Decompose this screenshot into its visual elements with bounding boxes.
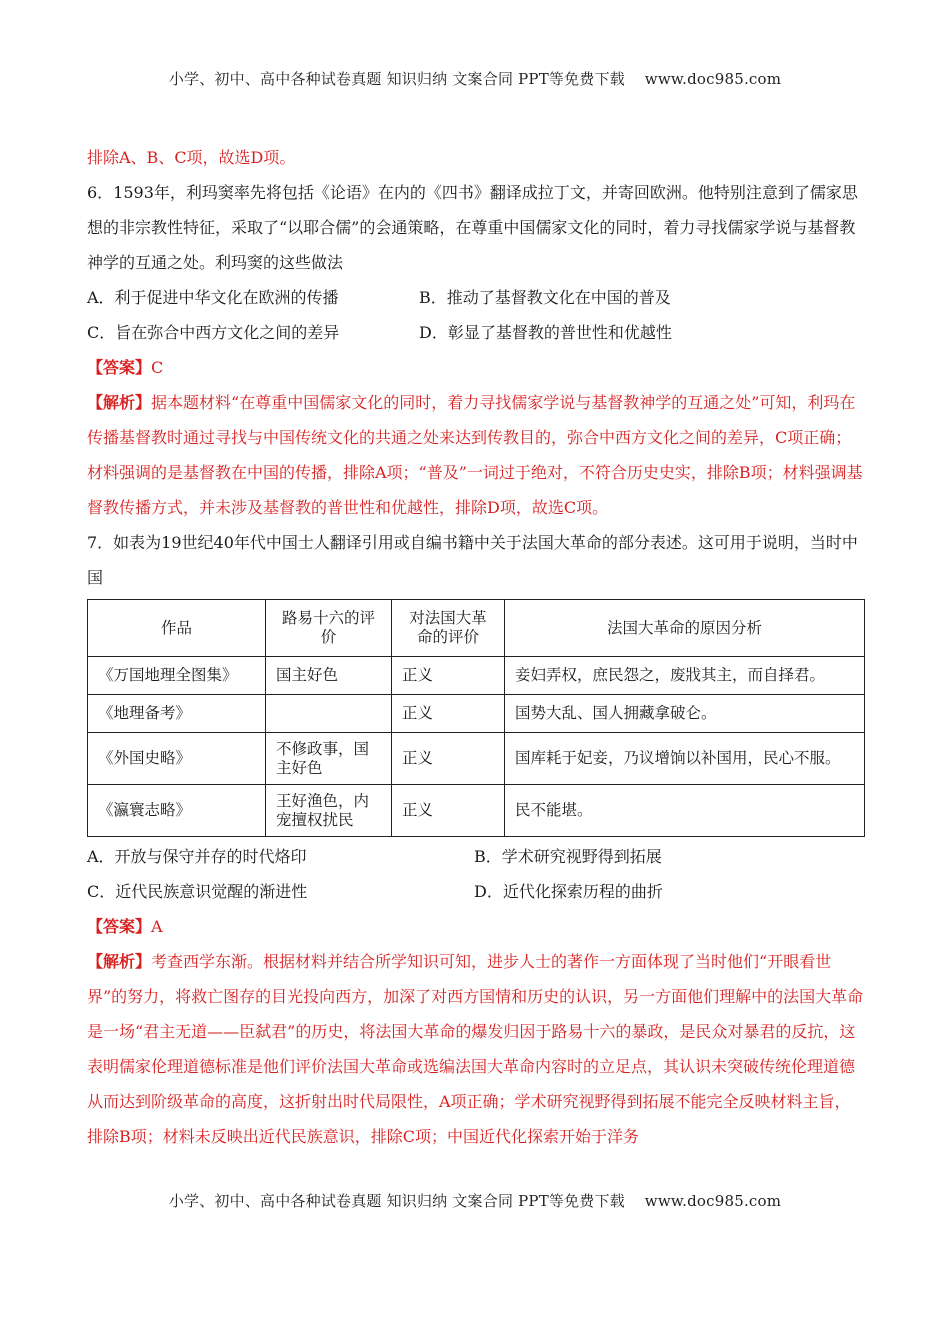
q7-table [87,599,865,837]
table-cell: 正义 [392,733,505,785]
q6-analysis-text: 据本题材料“在尊重中国儒家文化的同时，着力寻找儒家学说与基督教神学的互通之处”可知，利玛在传播基督教时通过寻找与中国传统文化的共通之处来达到传教目的，弥合中西方文化之间的差异，C项正确；材料强调的是基督教在中国的传播，排除A项；“普及”一词过于绝对，不符合历史史实，排除B项；材料强调基督教传播方式，并未涉及基督教的普世性和优越性，排除D项，故选C项。 [87,393,863,517]
q7-header-causes: 法国大革命的原因分析 [505,600,865,657]
table-cell: 正义 [392,785,505,837]
table-cell: 《外国史略》 [88,733,266,785]
q6-option-b: B．推动了基督教文化在中国的普及 [419,288,671,307]
table-cell: 不修政事，国主好色 [266,733,392,785]
q6-analysis-tag: 【解析】 [87,393,152,412]
table-cell: 王好渔色，内宠擅权扰民 [266,785,392,837]
prev-answer-tail: 排除A、B、C项，故选D项。 [87,148,296,167]
q7-analysis-tag: 【解析】 [87,952,152,971]
q7-option-c: C．近代民族意识觉醒的渐进性 [87,882,308,901]
table-row [88,657,865,695]
table-row [88,733,865,785]
q6-option-a: A．利于促进中华文化在欧洲的传播 [87,288,339,307]
table-row [88,695,865,733]
q7-option-a: A．开放与保守并存的时代烙印 [87,847,307,866]
q7-answer [87,909,865,944]
q6-options-row-1 [87,280,865,315]
table-cell: 国库耗于妃妾，乃议增饷以补国用，民心不服。 [505,733,865,785]
q6-option-c: C．旨在弥合中西方文化之间的差异 [87,323,340,342]
page-footer: 小学、初中、高中各种试卷真题 知识归纳 文案合同 PPT等免费下载 www.doc985.com [168,1192,782,1210]
q7-header-work: 作品 [88,600,266,657]
table-cell: 《地理备考》 [88,695,266,733]
q6-options-row-2 [87,315,865,350]
table-cell: 妾妇弄权，庶民怨之，废戕其主，而自择君。 [505,657,865,695]
q6-analysis [87,385,865,525]
q7-analysis [87,944,865,1154]
q7-option-b: B．学术研究视野得到拓展 [474,847,662,866]
main-content [87,140,865,1154]
table-row [88,785,865,837]
table-cell: 《瀛寰志略》 [88,785,266,837]
q6-option-d: D．彰显了基督教的普世性和优越性 [419,323,672,342]
table-cell: 国主好色 [266,657,392,695]
q7-stem: 7．如表为19世纪40年代中国士人翻译引用或自编书籍中关于法国大革命的部分表述。这可用于说明，当时中国 [87,533,858,587]
q7-options-row-2 [87,874,865,909]
q7-option-d: D．近代化探索历程的曲折 [474,882,663,901]
q7-analysis-text: 考查西学东渐。根据材料并结合所学知识可知，进步人士的著作一方面体现了当时他们“开眼看世界”的努力，将救亡图存的目光投向西方，加深了对西方国情和历史的认识，另一方面他们理解中的法国大革命是一场“君主无道——臣弑君”的历史，将法国大革命的爆发归因于路易十六的暴政，是民众对暴君的反抗，这表明儒家伦理道德标准是他们评价法国大革命或选编法国大革命内容时的立足点，其认识未突破传统伦理道德从而达到阶级革命的高度，这折射出时代局限性，A项正确；学术研究视野得到拓展不能完全反映材料主旨，排除B项；材料未反映出近代民族意识，排除C项；中国近代化探索开始于洋务 [87,952,864,1146]
table-cell [266,695,392,733]
q7-table-header-row [88,600,865,657]
q7-answer-value: A [151,917,163,936]
table-cell: 民不能堪。 [505,785,865,837]
q7-answer-tag: 【答案】 [87,917,152,936]
q6-answer-tag: 【答案】 [87,358,152,377]
table-cell: 正义 [392,657,505,695]
page-header: 小学、初中、高中各种试卷真题 知识归纳 文案合同 PPT等免费下载 www.doc985.com [168,70,782,88]
table-cell: 正义 [392,695,505,733]
q6-answer-value: C [151,358,164,377]
q7-header-revolution: 对法国大革命的评价 [392,600,505,657]
q6-answer [87,350,865,385]
q6-stem: 6．1593年，利玛窦率先将包括《论语》在内的《四书》翻译成拉丁文，并寄回欧洲。他特别注意到了儒家思想的非宗教性特征，采取了“以耶合儒”的会通策略，在尊重中国儒家文化的同时，着力寻找儒家学说与基督教神学的互通之处。利玛窦的这些做法 [87,183,858,272]
q7-header-louis: 路易十六的评价 [266,600,392,657]
table-cell: 国势大乱、国人拥藏拿破仑。 [505,695,865,733]
q7-options-row-1 [87,839,865,874]
table-cell: 《万国地理全图集》 [88,657,266,695]
